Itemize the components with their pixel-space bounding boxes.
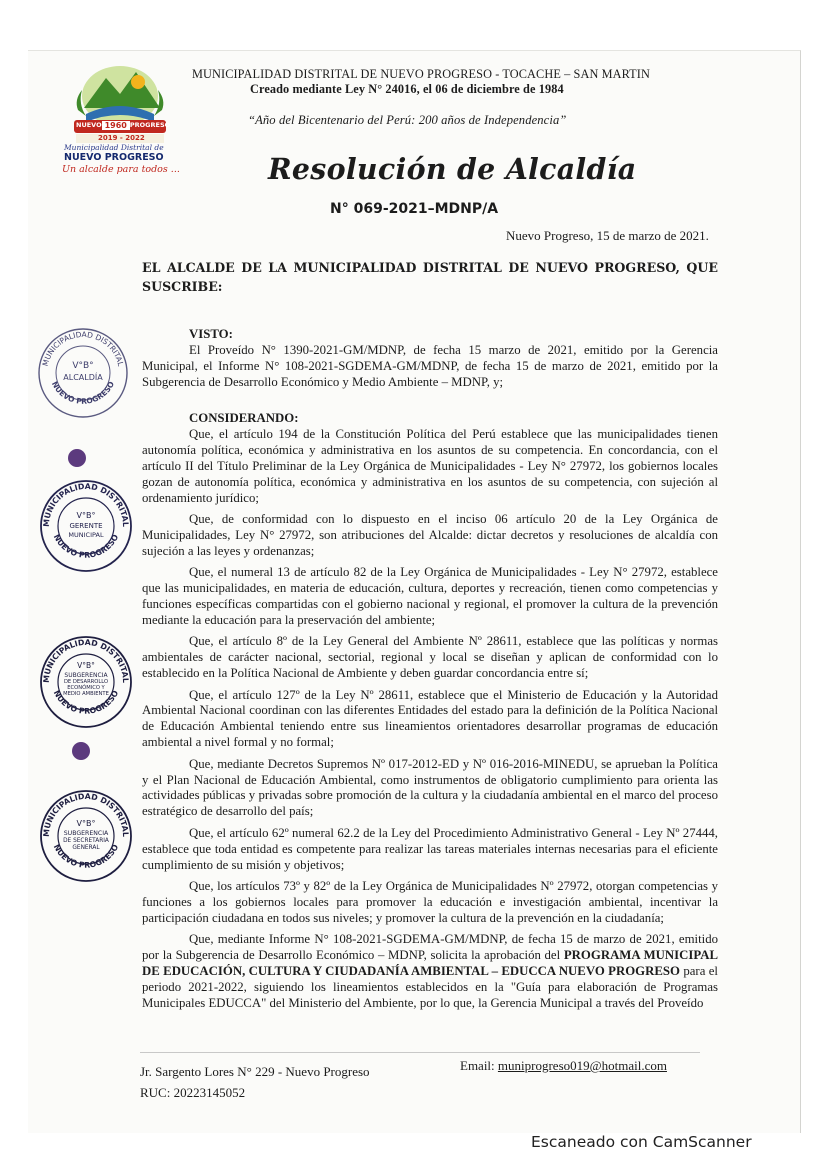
punch-hole [72, 742, 90, 760]
stamp-line1: V°B° [72, 361, 94, 371]
considerando-label: CONSIDERANDO: [189, 411, 299, 425]
footer-email-label: Email: [460, 1058, 495, 1073]
stamp-line1: V°B° [76, 511, 96, 520]
stamp-line3: DE SECRETARIA GENERAL [63, 838, 109, 851]
stamp-line3: DE DESARROLLO ECONÓMICO Y MEDIO AMBIENTE [63, 679, 109, 697]
stamp-line1: V°B° [76, 819, 96, 828]
last-paragraph-post: para el periodo 2021-2022, siguiendo los lineamientos establecidos en la "Guía para elaboración de Programas Municipales EDUCCA" del Ministerio del Ambiente, por lo que, la Gerencia Municipal a través del Proveído [142, 964, 718, 1010]
footer-ruc: RUC: 20223145052 [140, 1085, 246, 1100]
considerando-paragraph: Que, el artículo 8º de la Ley General del Ambiente Nº 28611, establece que las políticas y normas ambientales de carácter nacional, sectorial, regional y local se diseñan y aplican de conformidad con lo establecido en la Política Nacional de Ambiente y deben guardar concordancia entre sí; [142, 634, 718, 681]
stamp-line2: SUBGERENCIA [64, 672, 108, 679]
stamp-gerente-municipal [38, 478, 134, 579]
considerando-paragraph: Que, el artículo 127º de la Ley Nº 28611, establece que el Ministerio de Educación y la Autoridad Ambiental Nacional coordinan con las diferentes Entidades del estado para la definición de la Política Nacional de Educación Ambiental teniendo entre sus lineamientos orientadores desarrollar programas de educación ambiental a nivel formal y no formal; [142, 687, 718, 750]
considerando-paragraph: Que, mediante Decretos Supremos Nº 017-2012-ED y Nº 016-2016-MINEDU, se aprueban la Política y el Plan Nacional de Educación Ambiental, como instrumentos de obligatorio cumplimiento para orienta las actividades públicas y privadas sobre promoción de la cultura y la ciudadanía ambiental en el marco del proceso estratégico de desarrollo del país; [142, 756, 718, 819]
heading-alcalde: EL ALCALDE DE LA MUNICIPALIDAD DISTRITAL DE NUEVO PROGRESO, QUE SUSCRIBE: [142, 260, 718, 294]
stamp-circle-icon [38, 788, 134, 884]
considerando-paragraph-last [142, 932, 718, 1012]
resolution-number: N° 069-2021–MDNP/A [330, 201, 499, 217]
visto-text: El Proveído N° 1390-2021-GM/MDNP, de fecha 15 marzo de 2021, emitido por la Gerencia Municipal, el Informe N° 108-2021-SGDEMA-GM/MDNP, de fecha 15 de marzo de 2021, emitido por la Subgerencia de Desarrollo Económico y Medio Ambiente – MDNP, y; [142, 342, 718, 389]
camscanner-watermark: Escaneado con CamScanner [531, 1133, 752, 1151]
visto-section [142, 327, 718, 391]
punch-hole [68, 449, 86, 467]
stamp-top-text: MUNICIPALIDAD DISTRITAL [41, 481, 131, 528]
considerando-paragraph: Que, los artículos 73º y 82º de la Ley Orgánica de Municipalidades Nº 27972, otorgan competencias y funciones a los gobiernos locales para promover la educación e investigación ambiental, incentivar la participación ciudadana en todos sus niveles; y promover la cultura de la prevención en la ciudadanía; [142, 878, 718, 925]
stamp-line3: MUNICIPAL [68, 531, 104, 539]
stamp-secretaria-general [38, 788, 134, 889]
document-title: Resolución de Alcaldía [268, 152, 637, 186]
logo-ribbon-right: PROGRESO [129, 121, 171, 129]
footer-address: Jr. Sargento Lores N° 229 - Nuevo Progreso [140, 1064, 370, 1079]
municipal-logo [56, 60, 186, 180]
stamp-line2: SUBGERENCIA [63, 830, 109, 837]
logo-slogan: Un alcalde para todos ... [62, 164, 180, 175]
svg-text:MUNICIPALIDAD DISTRITAL [42, 482, 130, 527]
stamp-top-text: MUNICIPALIDAD DISTRITAL [41, 791, 131, 838]
document-date: Nuevo Progreso, 15 de marzo de 2021. [506, 228, 709, 243]
stamp-line2: ALCALDÍA [63, 373, 103, 382]
considerando-section [142, 411, 718, 1017]
stamp-bottom-text: NUEVO PROGRESO [51, 688, 121, 716]
header-creation-law: Creado mediante Ley N° 24016, el 06 de diciembre de 1984 [250, 82, 564, 96]
stamp-bottom-text: NUEVO PROGRESO [49, 379, 117, 406]
stamp-top-text: MUNICIPALIDAD DISTRITAL [41, 637, 131, 684]
considerando-paragraph: Que, el artículo 194 de la Constitución Política del Perú establece que las municipalidades tienen autonomía política, económica y administrativa en los asuntos de su competencia. En concordancia, con el artículo II del Título Preliminar de la Ley Orgánica de Municipalidades - Ley N° 27972, los gobiernos locales gozan de autonomía política, económica y administrativa en los asuntos de su competencia, con sujeción al ordenamiento jurídico; [142, 426, 718, 505]
logo-script-line: Municipalidad Distrital de [64, 143, 164, 152]
logo-term: 2019 - 2022 [98, 134, 145, 142]
logo-name: NUEVO PROGRESO [64, 152, 164, 163]
visto-label: VISTO: [189, 327, 233, 341]
stamp-bottom-text: NUEVO PROGRESO [51, 532, 121, 560]
stamp-circle-icon [36, 326, 130, 420]
stamp-circle-icon [38, 478, 134, 574]
stamp-line2: GERENTE [69, 522, 103, 530]
footer-divider [140, 1052, 700, 1053]
svg-text:NUEVO PROGRESO [50, 380, 116, 406]
considerando-paragraph: Que, el artículo 62º numeral 62.2 de la Ley del Procedimiento Administrativo General - Ley Nº 27444, establece que toda entidad es competente para realizar las tareas materiales internas necesarias para el eficiente cumplimiento de su misión y objetivos; [142, 825, 718, 872]
stamp-line1: V°B° [77, 661, 95, 670]
logo-ribbon-left: NUEVO [76, 121, 102, 129]
stamp-bottom-text: NUEVO PROGRESO [51, 842, 121, 870]
considerando-paragraph: Que, de conformidad con lo dispuesto en el inciso 06 artículo 20 de la Ley Orgánica de Municipalidades, Ley N° 27972, son atribuciones del Alcalde: dictar decretos y resoluciones de alcaldía con sujeción a las leyes y ordenanzas; [142, 511, 718, 558]
stamp-subgerencia-desarrollo [38, 634, 134, 735]
last-paragraph-pre: Que, mediante Informe N° 108-2021-SGDEMA-GM/MDNP, de fecha 15 de marzo de 2021, emitido por la Subgerencia de Desarrollo Económico – MDNP, solicita la aprobación del [142, 932, 718, 963]
considerando-paragraph: Que, el numeral 13 de artículo 82 de la Ley Orgánica de Municipalidades - Ley N° 27972, establece que las municipalidades, en materia de educación, cultura, deportes y recreación, tienen como competencias y funciones específicas compartidas con el gobierno nacional y regional, el promover la cultura de la prevención mediante la educación para la preservación del ambiente; [142, 565, 718, 627]
stamp-alcaldia [36, 326, 130, 425]
header-motto: “Año del Bicentenario del Perú: 200 años de Independencia” [248, 113, 567, 127]
program-name: PROGRAMA MUNICIPAL DE EDUCACIÓN, CULTURA Y CIUDADANÍA AMBIENTAL – EDUCCA NUEVO PROGRESO [142, 948, 719, 978]
header-municipality: MUNICIPALIDAD DISTRITAL DE NUEVO PROGRESO - TOCACHE – SAN MARTIN [192, 67, 650, 81]
logo-ribbon-year: 1960 [102, 121, 130, 130]
footer-email-block [460, 1058, 667, 1074]
footer-email-link[interactable]: muniprogreso019@hotmail.com [497, 1058, 667, 1073]
stamp-top-text: MUNICIPALIDAD DISTRITAL [40, 329, 126, 368]
